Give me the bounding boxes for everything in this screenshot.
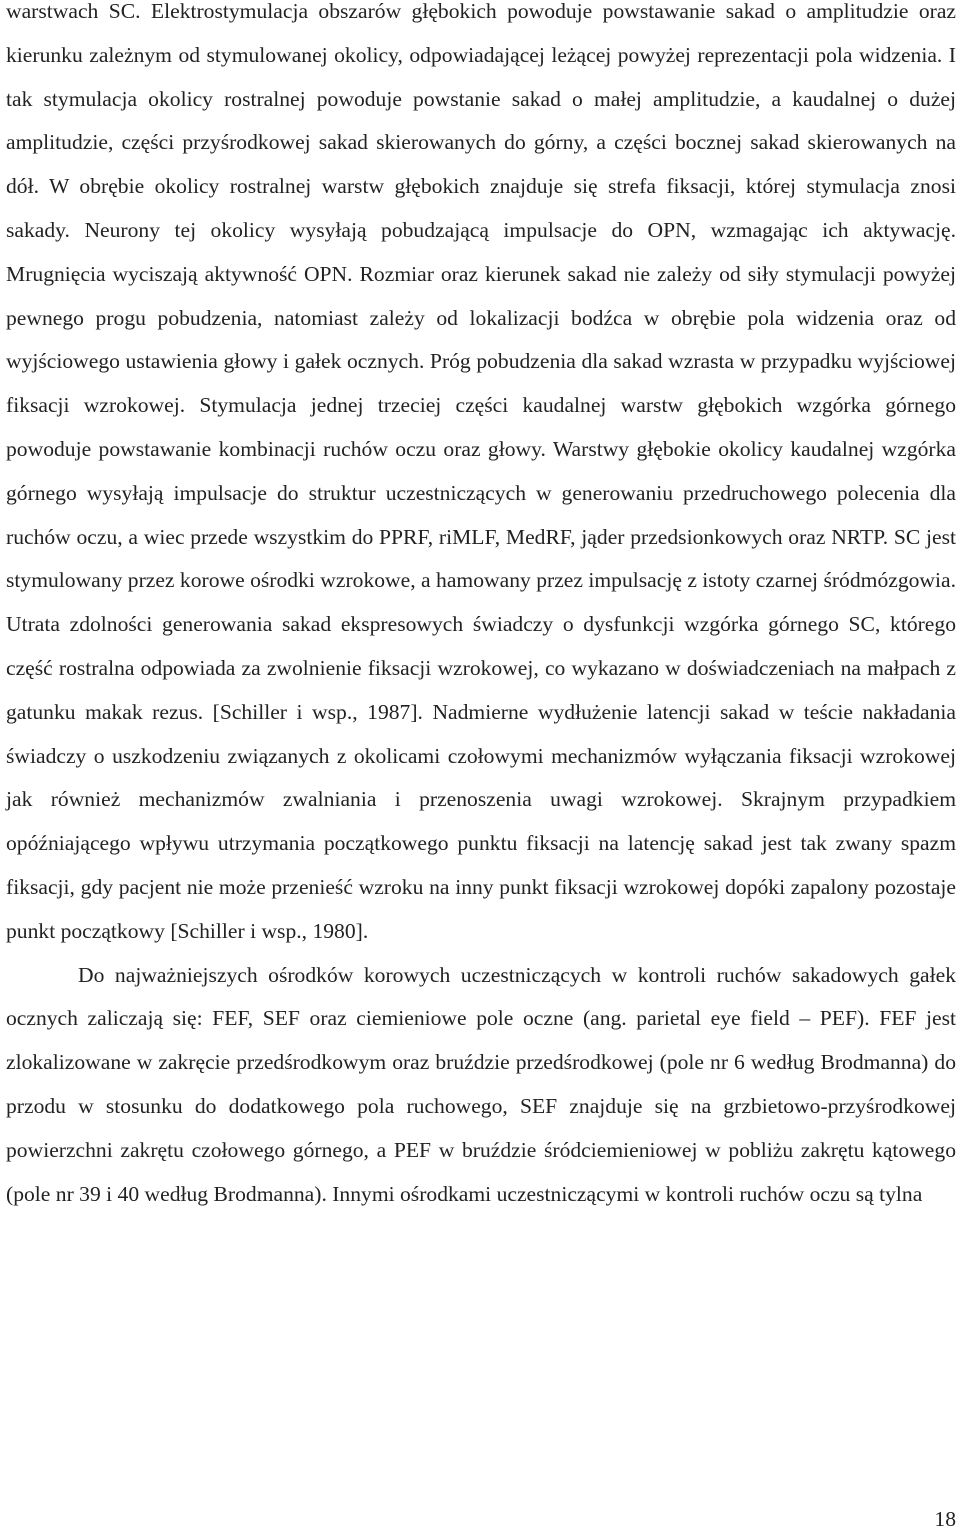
body-paragraph: Do najważniejszych ośrodków korowych uczestniczących w kontroli ruchów sakadowych gałek ocznych zaliczają się: FEF, SEF oraz ciemieniowe pole oczne (ang. parietal eye field – PEF). FEF jest zlokalizowane w zakręcie przedśrodkowym oraz bruździe przedśrodkowej (pole nr 6 według Brodmanna) do przodu w stosunku do dodatkowego pola ruchowego, SEF znajduje się na grzbietowo-przyśrodkowej powierzchni zakrętu czołowego górnego, a PEF w bruździe śródciemieniowej w pobliżu zakrętu kątowego (pole nr 39 i 40 według Brodmanna). Innymi ośrodkami uczestniczącymi w kontroli ruchów oczu są tylna — [6, 962, 956, 1206]
page-number: 18 — [934, 1507, 956, 1531]
body-paragraph: warstwach SC. Elektrostymulacja obszarów głębokich powoduje powstawanie sakad o amplitudzie oraz kierunku zależnym od stymulowanej okolicy, odpowiadającej leżącej powyżej reprezentacji pola widzenia. I tak stymulacja okolicy rostralnej powoduje powstanie sakad o małej amplitudzie, a kaudalnej o dużej amplitudzie, części przyśrodkowej sakad skierowanych do górny, a części bocznej sakad skierowanych na dół. W obrębie okolicy rostralnej warstw głębokich znajduje się strefa fiksacji, której stymulacja znosi sakady. Neurony tej okolicy wysyłają pobudzającą impulsacje do OPN, wzmagając ich aktywację. Mrugnięcia wyciszają aktywność OPN. Rozmiar oraz kierunek sakad nie zależy od siły stymulacji powyżej pewnego progu pobudzenia, natomiast zależy od lokalizacji bodźca w obrębie pola widzenia oraz od wyjściowego ustawienia głowy i gałek ocznych. Próg pobudzenia dla sakad wzrasta w przypadku wyjściowej fiksacji wzrokowej. Stymulacja jednej trzeciej części kaudalnej warstw głębokich wzgórka górnego powoduje powstawanie kombinacji ruchów oczu oraz głowy. Warstwy głębokie okolicy kaudalnej wzgórka górnego wysyłają impulsacje do struktur uczestniczących w generowaniu przedruchowego polecenia dla ruchów oczu, a wiec przede wszystkim do PPRF, riMLF, MedRF, jąder przedsionkowych oraz NRTP. SC jest stymulowany przez korowe ośrodki wzrokowe, a hamowany przez impulsację z istoty czarnej śródmózgowia. Utrata zdolności generowania sakad ekspresowych świadczy o dysfunkcji wzgórka górnego SC, którego część rostralna odpowiada za zwolnienie fiksacji wzrokowej, co wykazano w doświadczeniach na małpach z gatunku makak rezus. [Schiller i wsp., 1987]. Nadmierne wydłużenie latencji sakad w teście nakładania świadczy o uszkodzeniu związanych z okolicami czołowymi mechanizmów wyłączania fiksacji wzrokowej jak również mechanizmów zwalniania i przenoszenia uwagi wzrokowej. Skrajnym przypadkiem opóźniającego wpływu utrzymania początkowego punktu fiksacji na latencję sakad jest tak zwany spazm fiksacji, gdy pacjent nie może przenieść wzroku na inny punkt fiksacji wzrokowej dopóki zapalony pozostaje punkt początkowy [Schiller i wsp., 1980]. — [6, 0, 956, 943]
